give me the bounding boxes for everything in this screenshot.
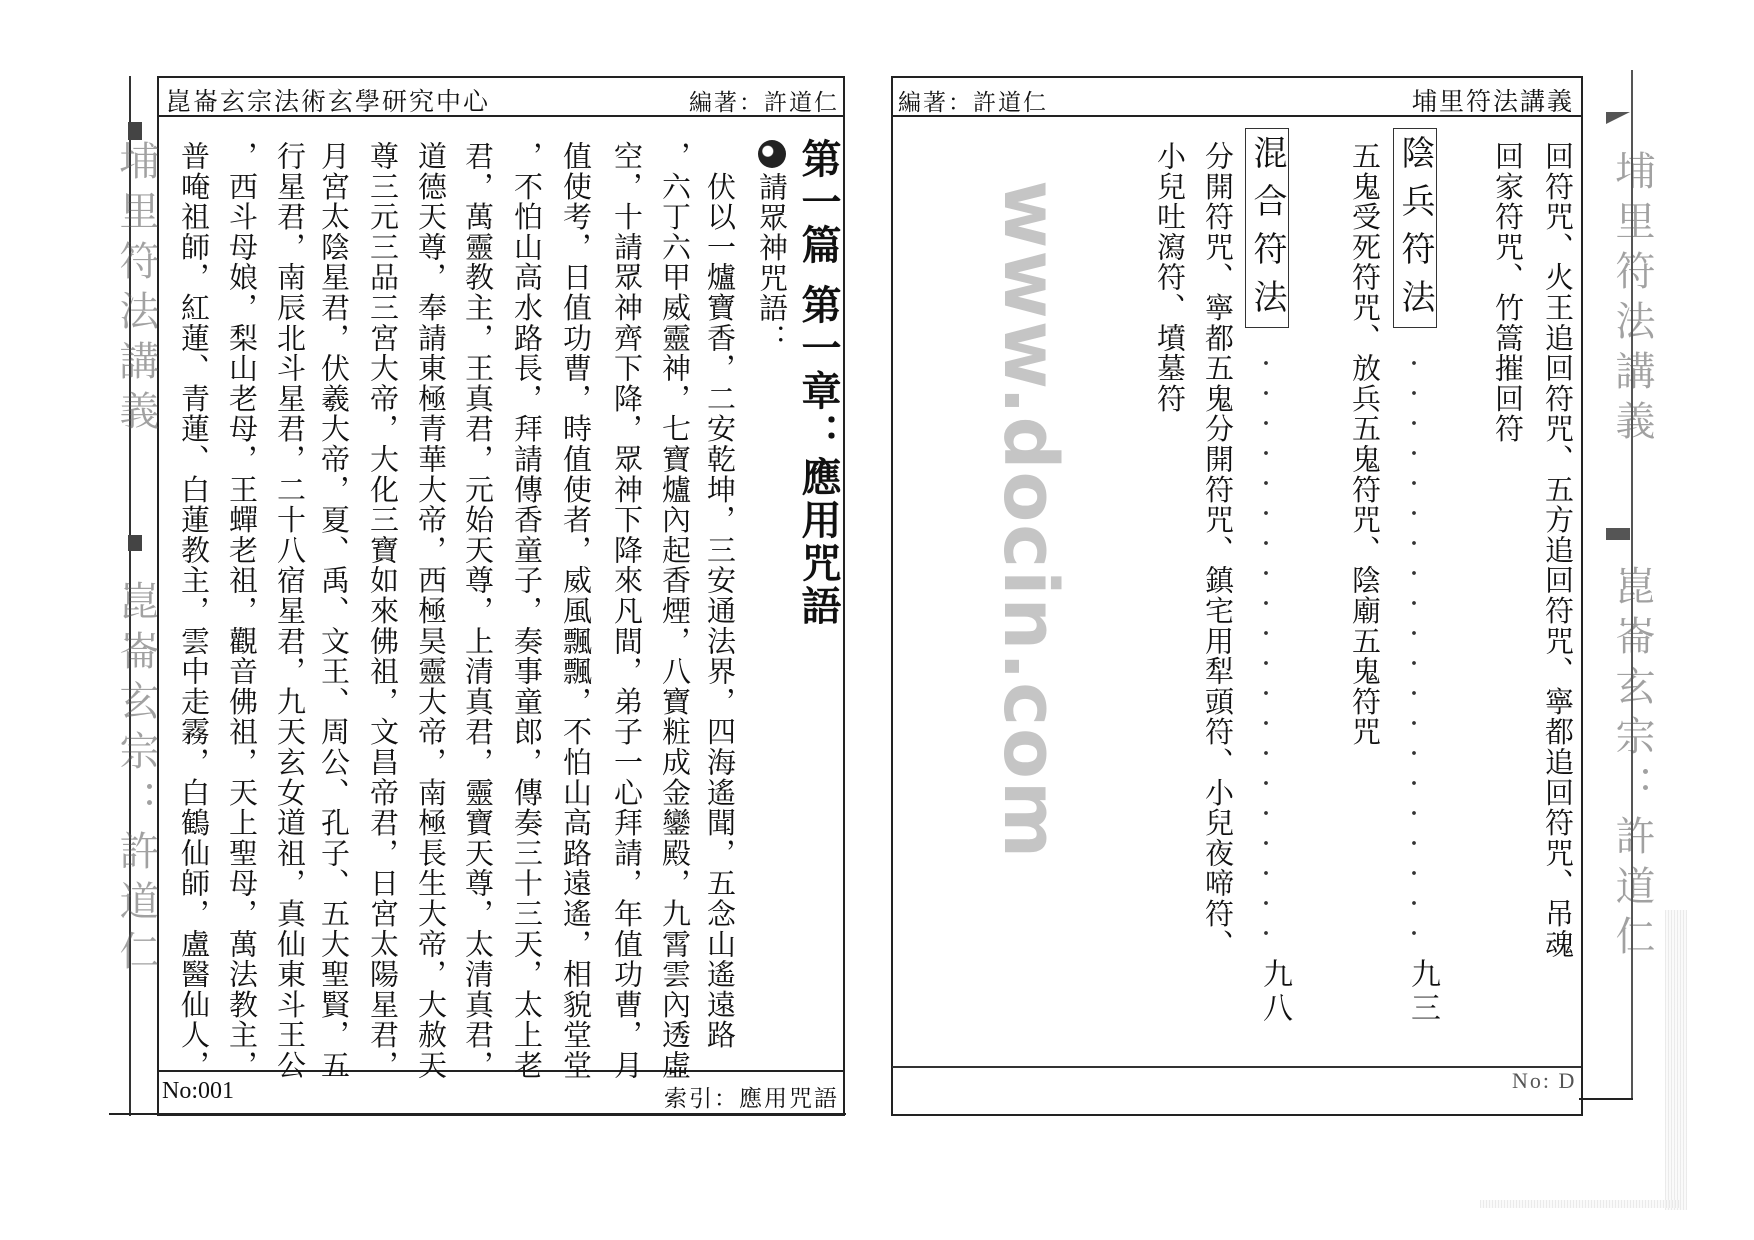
left-index-label: 索引：應用咒語	[664, 1086, 839, 1112]
toc-entry-column: 分開符咒、寧都五鬼分開符咒、鎮宅用犁頭符、小兒夜啼符、	[1201, 141, 1235, 960]
toc-leader-dots	[1263, 348, 1269, 938]
scan-shadow	[1665, 910, 1687, 1210]
text-column: ，不怕山高水路長，拜請傳香童子，奏事童郎，傳奏三十三天，太上老	[510, 141, 544, 1081]
right-bottom-line	[1579, 1098, 1633, 1100]
text-column: 伏以一爐寶香，二安乾坤，三安通法界，四海遙聞，五念山遙遠路	[703, 141, 737, 1050]
text-column: 月宮太陰星君，伏羲大帝，夏、禹、文王、周公、孔子、五大聖賢，五	[317, 141, 351, 1081]
toc-page-number: 九三	[1405, 958, 1440, 1026]
text-column: 空，十請眾神齊下降，眾神下降來凡間，弟子一心拜請，年值功曹，月	[610, 141, 644, 1081]
text-column: 行星君，南辰北斗星君，二十八宿星君，九天玄女道祖，真仙東斗王公	[273, 141, 307, 1081]
section-subtitle: 請眾神咒語：	[755, 172, 789, 354]
right-footer-rule	[892, 1066, 1581, 1068]
section-heading-hunhe: 混合符法	[1245, 128, 1289, 328]
spine-marker	[1606, 528, 1630, 540]
text-column: 普唵祖師，紅蓮、青蓮、白蓮教主，雲中走霧，白鶴仙師，盧醫仙人，	[177, 141, 211, 1081]
spine-marker	[128, 122, 142, 140]
left-header-author: 編著：許道仁	[689, 90, 839, 116]
toc-entry-column: 回符咒、火王追回符咒、五方追回符咒、寧都追回符咒、吊魂	[1541, 141, 1575, 960]
right-spine-text: 埔里符法講義	[1609, 150, 1655, 450]
right-spine-text: 崑崙玄宗：許道仁	[1609, 565, 1655, 965]
text-column: ，西斗母娘，梨山老母，王蟬老祖，觀音佛祖，天上聖母，萬法教主，	[225, 141, 259, 1081]
toc-entry-column: 回家符咒、竹篙摧回符	[1491, 141, 1525, 444]
chapter-title: 第一篇 第一章：應用咒語	[795, 138, 842, 628]
text-column: 君，萬靈教主，王真君，元始天尊，上清真君，靈寶天尊，太清真君，	[461, 141, 495, 1081]
text-column: 值使考，日值功曹，時值使者，威風飄飄，不怕山高路遠遙，相貌堂堂	[559, 141, 593, 1081]
toc-entry-column: 小兒吐瀉符、墳墓符	[1153, 141, 1187, 414]
spine-marker	[1606, 112, 1630, 124]
text-column: 尊三元三品三宮大帝，大化三寶如來佛祖，文昌帝君，日宮太陽星君，	[366, 141, 400, 1081]
left-spine-text: 埔里符法講義	[113, 140, 159, 440]
left-page-number: No:001	[162, 1078, 234, 1104]
scan-shadow	[1480, 1200, 1680, 1208]
text-column: ，六丁六甲威靈神，七寶爐內起香煙，八寶粧成金鑾殿，九霄雲內透虛	[658, 141, 692, 1081]
left-header-org: 崑崙玄宗法術玄學研究中心	[166, 87, 491, 116]
toc-entry-column: 五鬼受死符咒、放兵五鬼符咒、陰廟五鬼符咒	[1348, 141, 1382, 747]
right-header-title: 埔里符法講義	[1411, 87, 1574, 116]
section-heading-yinbing: 陰兵符法	[1393, 128, 1437, 328]
spine-marker	[128, 535, 142, 551]
toc-page-number: 九八	[1257, 958, 1292, 1026]
right-page-number: No: D	[1512, 1068, 1577, 1093]
toc-leader-dots	[1411, 348, 1417, 938]
yin-yang-icon	[758, 140, 786, 168]
watermark: www.docin.com	[987, 180, 1073, 861]
right-header-author: 編著：許道仁	[898, 90, 1048, 116]
text-column: 道德天尊，奉請東極青華大帝，西極昊靈大帝，南極長生大帝，大赦天	[414, 141, 448, 1081]
left-spine-text: 崑崙玄宗：許道仁	[113, 580, 159, 980]
